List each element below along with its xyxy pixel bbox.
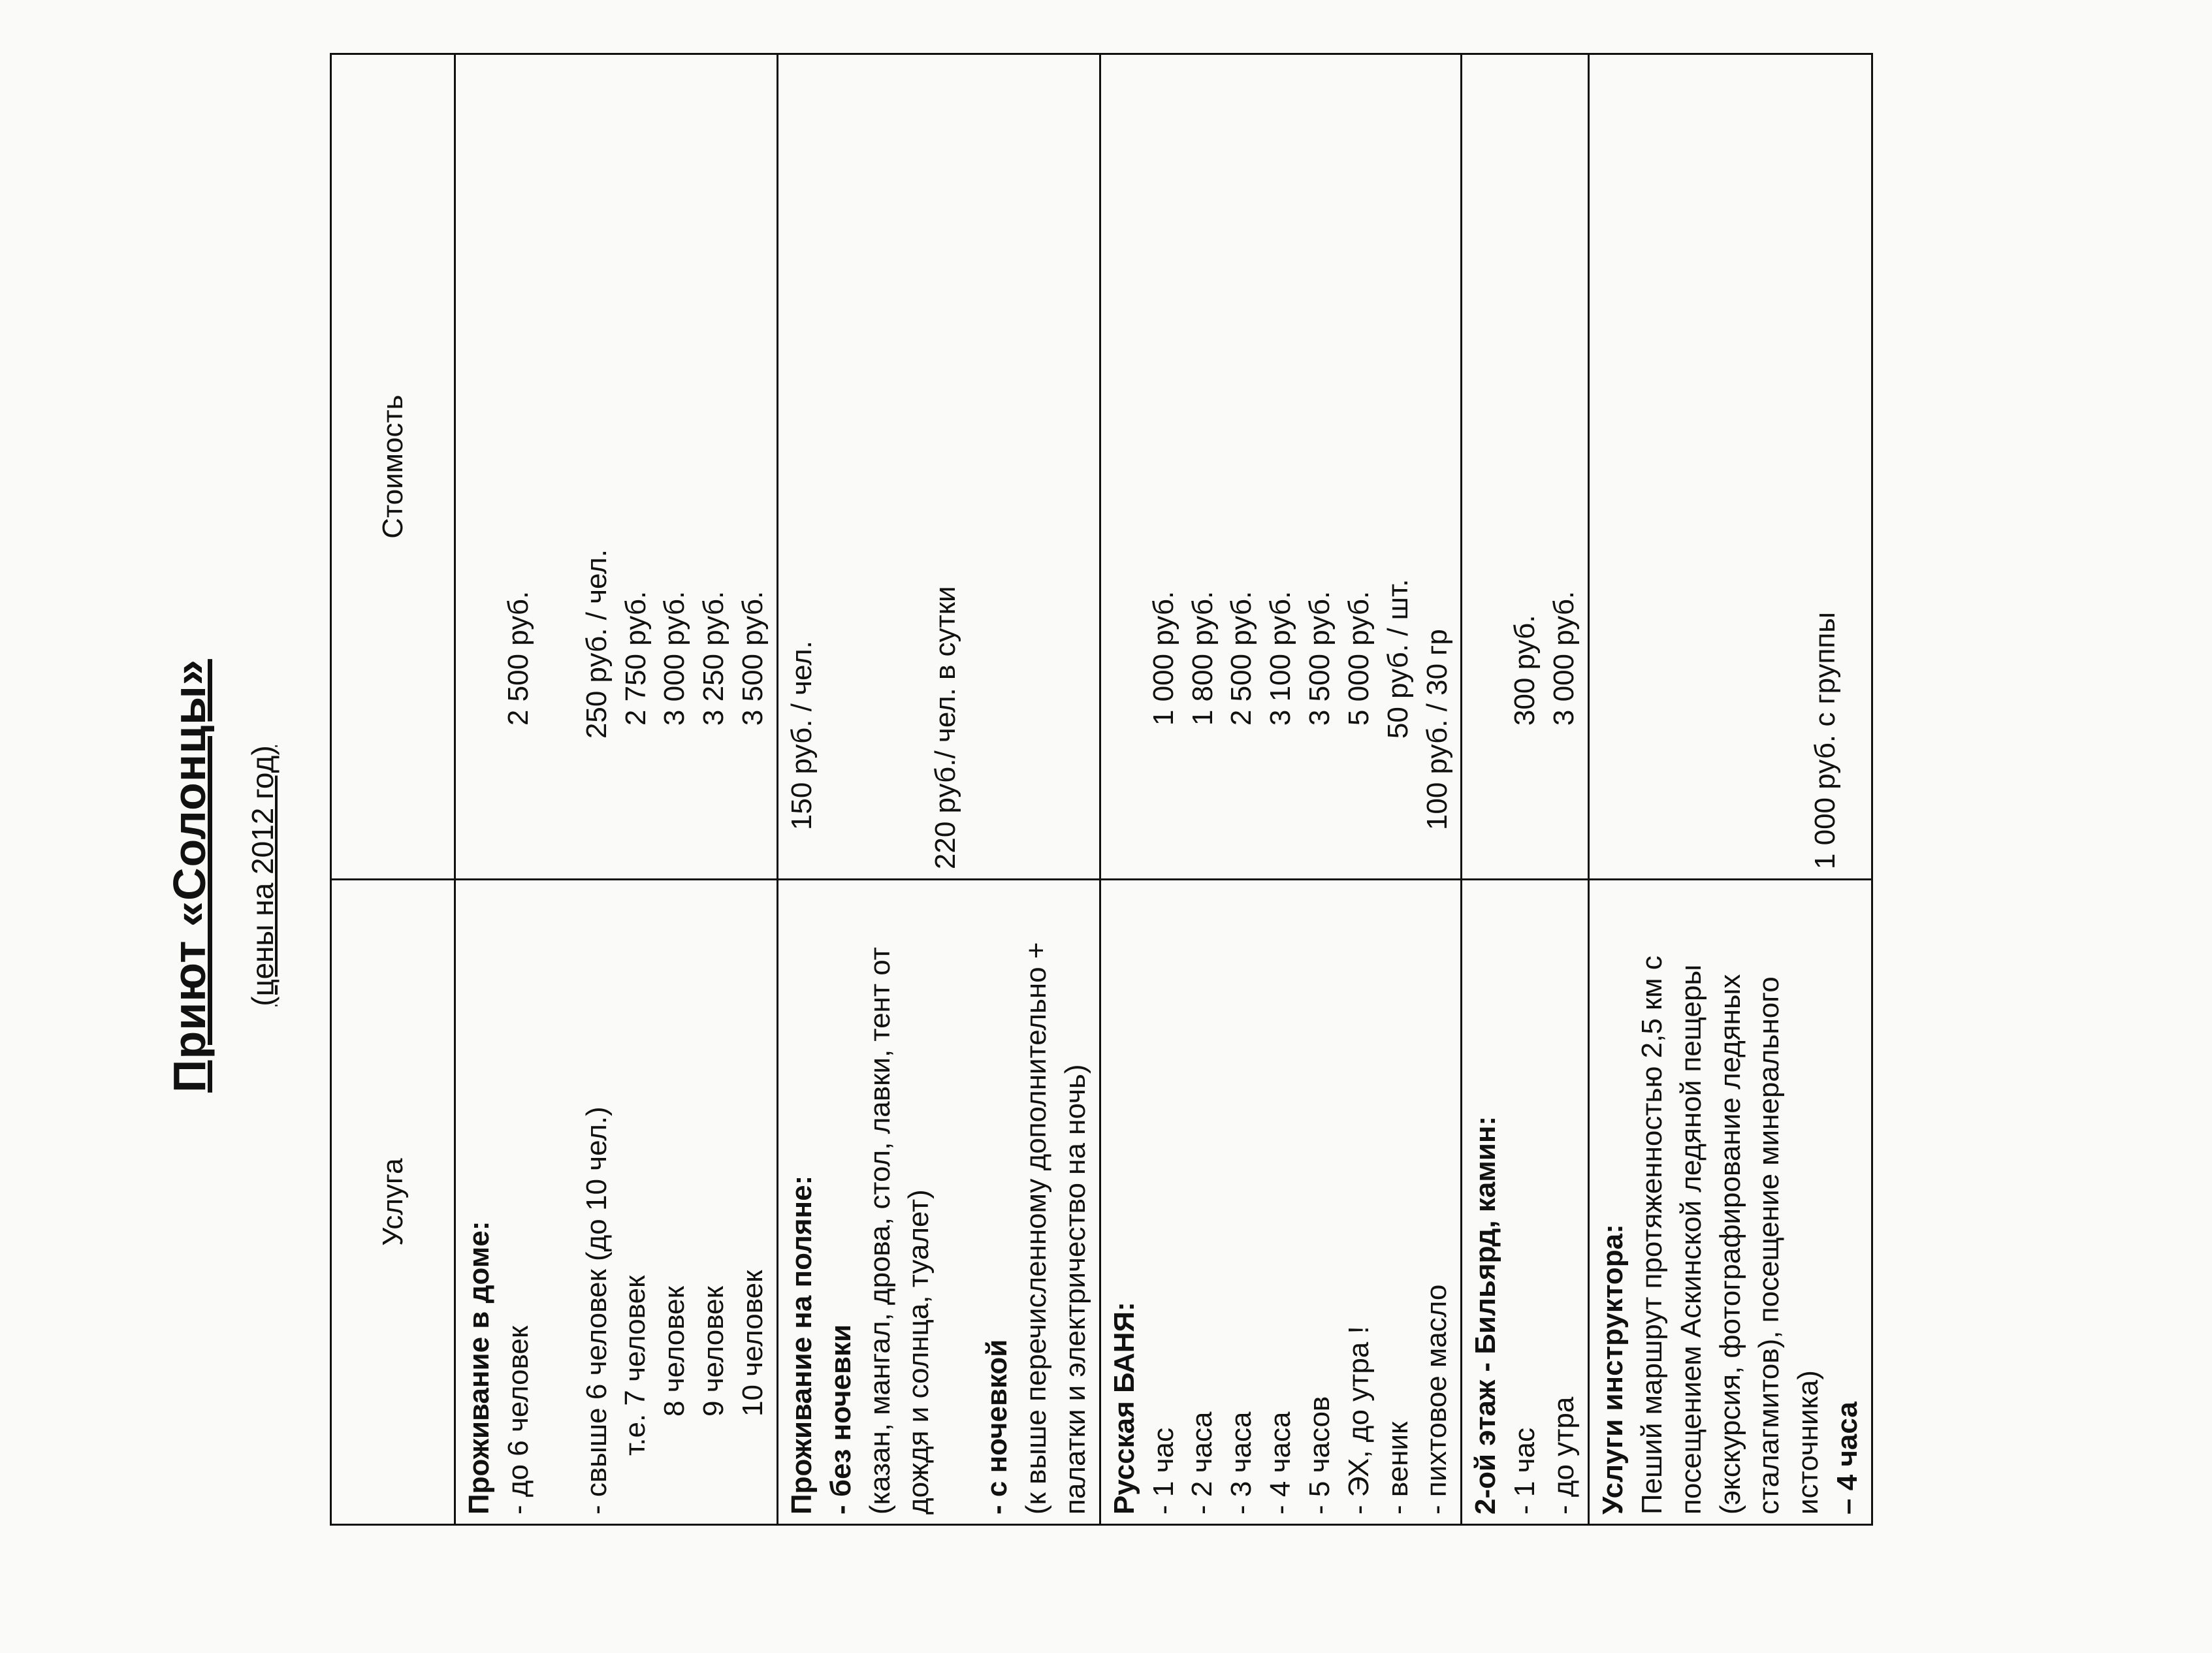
table-row [455, 54, 778, 1525]
price-value: 300 руб. [1509, 615, 1541, 726]
service-cell-dom [455, 880, 778, 1525]
table-row [1589, 54, 1872, 1525]
service-line: - свыше 6 человек (до 10 чел.) [580, 1106, 613, 1515]
price-value: 3 000 руб. [658, 590, 691, 726]
price-value: 2 500 руб. [1225, 590, 1258, 726]
page-subtitle: (цены на 2012 год) [246, 745, 280, 1006]
service-subheading: - с ночевкой [981, 1339, 1014, 1515]
table-header-row [331, 54, 455, 1525]
price-value: 3 500 руб. [1304, 590, 1336, 726]
service-line: - 1 час [1147, 1428, 1179, 1515]
service-line: 9 человек [697, 1286, 730, 1417]
service-line: - ЭХ, до утра ! [1342, 1326, 1375, 1515]
price-cell-banya [1100, 54, 1462, 880]
header-service: Услуга [331, 880, 455, 1525]
table-row [1462, 54, 1589, 1525]
price-value: 2 500 руб. [502, 590, 534, 726]
service-line: т.е. 7 человек [619, 1275, 652, 1456]
service-cell-banya [1100, 880, 1462, 1525]
price-value: 3 100 руб. [1264, 590, 1297, 726]
table-row [777, 54, 1100, 1525]
price-value: 5 000 руб. [1342, 590, 1375, 726]
page-title: Приют «Солонцы» [164, 659, 215, 1093]
service-note: (казан, мангал, дрова, стол, лавки, тент от дождя и солнца, туалет) [863, 947, 935, 1515]
price-cell-billiard [1462, 54, 1589, 880]
price-cell-polyana [777, 54, 1100, 880]
price-value: 100 руб. / 30 гр [1420, 629, 1453, 831]
table-row [1100, 54, 1462, 1525]
price-cell-dom [455, 54, 778, 880]
header-price: Стоимость [331, 54, 455, 880]
service-subheading: - без ночевки [824, 1324, 857, 1515]
price-value: 1 000 руб. [1147, 590, 1179, 726]
service-description: Пеший маршрут протяженностью 2,5 км с посещением Аскинской ледяной пещеры (экскурсия, фотографирование ледяных сталагмитов), посещение минерального источника) [1635, 955, 1825, 1515]
section-heading: Услуги инструктора: [1597, 1224, 1629, 1515]
section-heading: 2-ой этаж - Бильярд, камин: [1469, 1115, 1502, 1515]
price-value: 3 000 руб. [1548, 590, 1580, 726]
service-line: - 4 часа [1264, 1411, 1297, 1515]
price-value: 1 000 руб. с группы [1809, 612, 1842, 870]
service-line: - 2 часа [1186, 1411, 1219, 1515]
price-value: 250 руб. / чел. [580, 549, 613, 739]
service-line: 10 человек [736, 1270, 769, 1417]
section-heading: Проживание в доме: [463, 1221, 495, 1515]
price-value: 50 руб. / шт. [1381, 579, 1414, 739]
price-cell-instructor [1589, 54, 1872, 880]
service-cell-polyana [777, 880, 1100, 1525]
service-line: - веник [1381, 1421, 1414, 1515]
section-heading: Проживание на поляне: [785, 1175, 818, 1515]
service-line: 8 человек [658, 1286, 691, 1417]
price-table [330, 53, 1873, 1526]
price-value: 220 руб./ чел. в сутки [929, 586, 961, 870]
service-line: - до утра [1548, 1396, 1580, 1515]
service-line: - 5 часов [1303, 1396, 1336, 1515]
price-value: 3 500 руб. [737, 590, 769, 726]
service-line: - пихтовое масло [1420, 1284, 1453, 1515]
service-line: - 3 часа [1225, 1411, 1258, 1515]
price-value: 3 250 руб. [697, 590, 730, 726]
service-cell-billiard [1462, 880, 1589, 1525]
price-value: 150 руб. / чел. [785, 641, 818, 831]
price-value: 2 750 руб. [619, 590, 652, 726]
service-line: - 1 час [1509, 1428, 1541, 1515]
service-line: - до 6 человек [502, 1325, 534, 1515]
section-heading: Русская БАНЯ: [1108, 1302, 1140, 1515]
service-duration: – 4 часа [1831, 1402, 1864, 1515]
service-note: (к выше перечисленному дополнительно + палатки и электричество на ночь) [1020, 942, 1091, 1515]
price-value: 1 800 руб. [1186, 590, 1219, 726]
service-cell-instructor [1589, 880, 1872, 1525]
